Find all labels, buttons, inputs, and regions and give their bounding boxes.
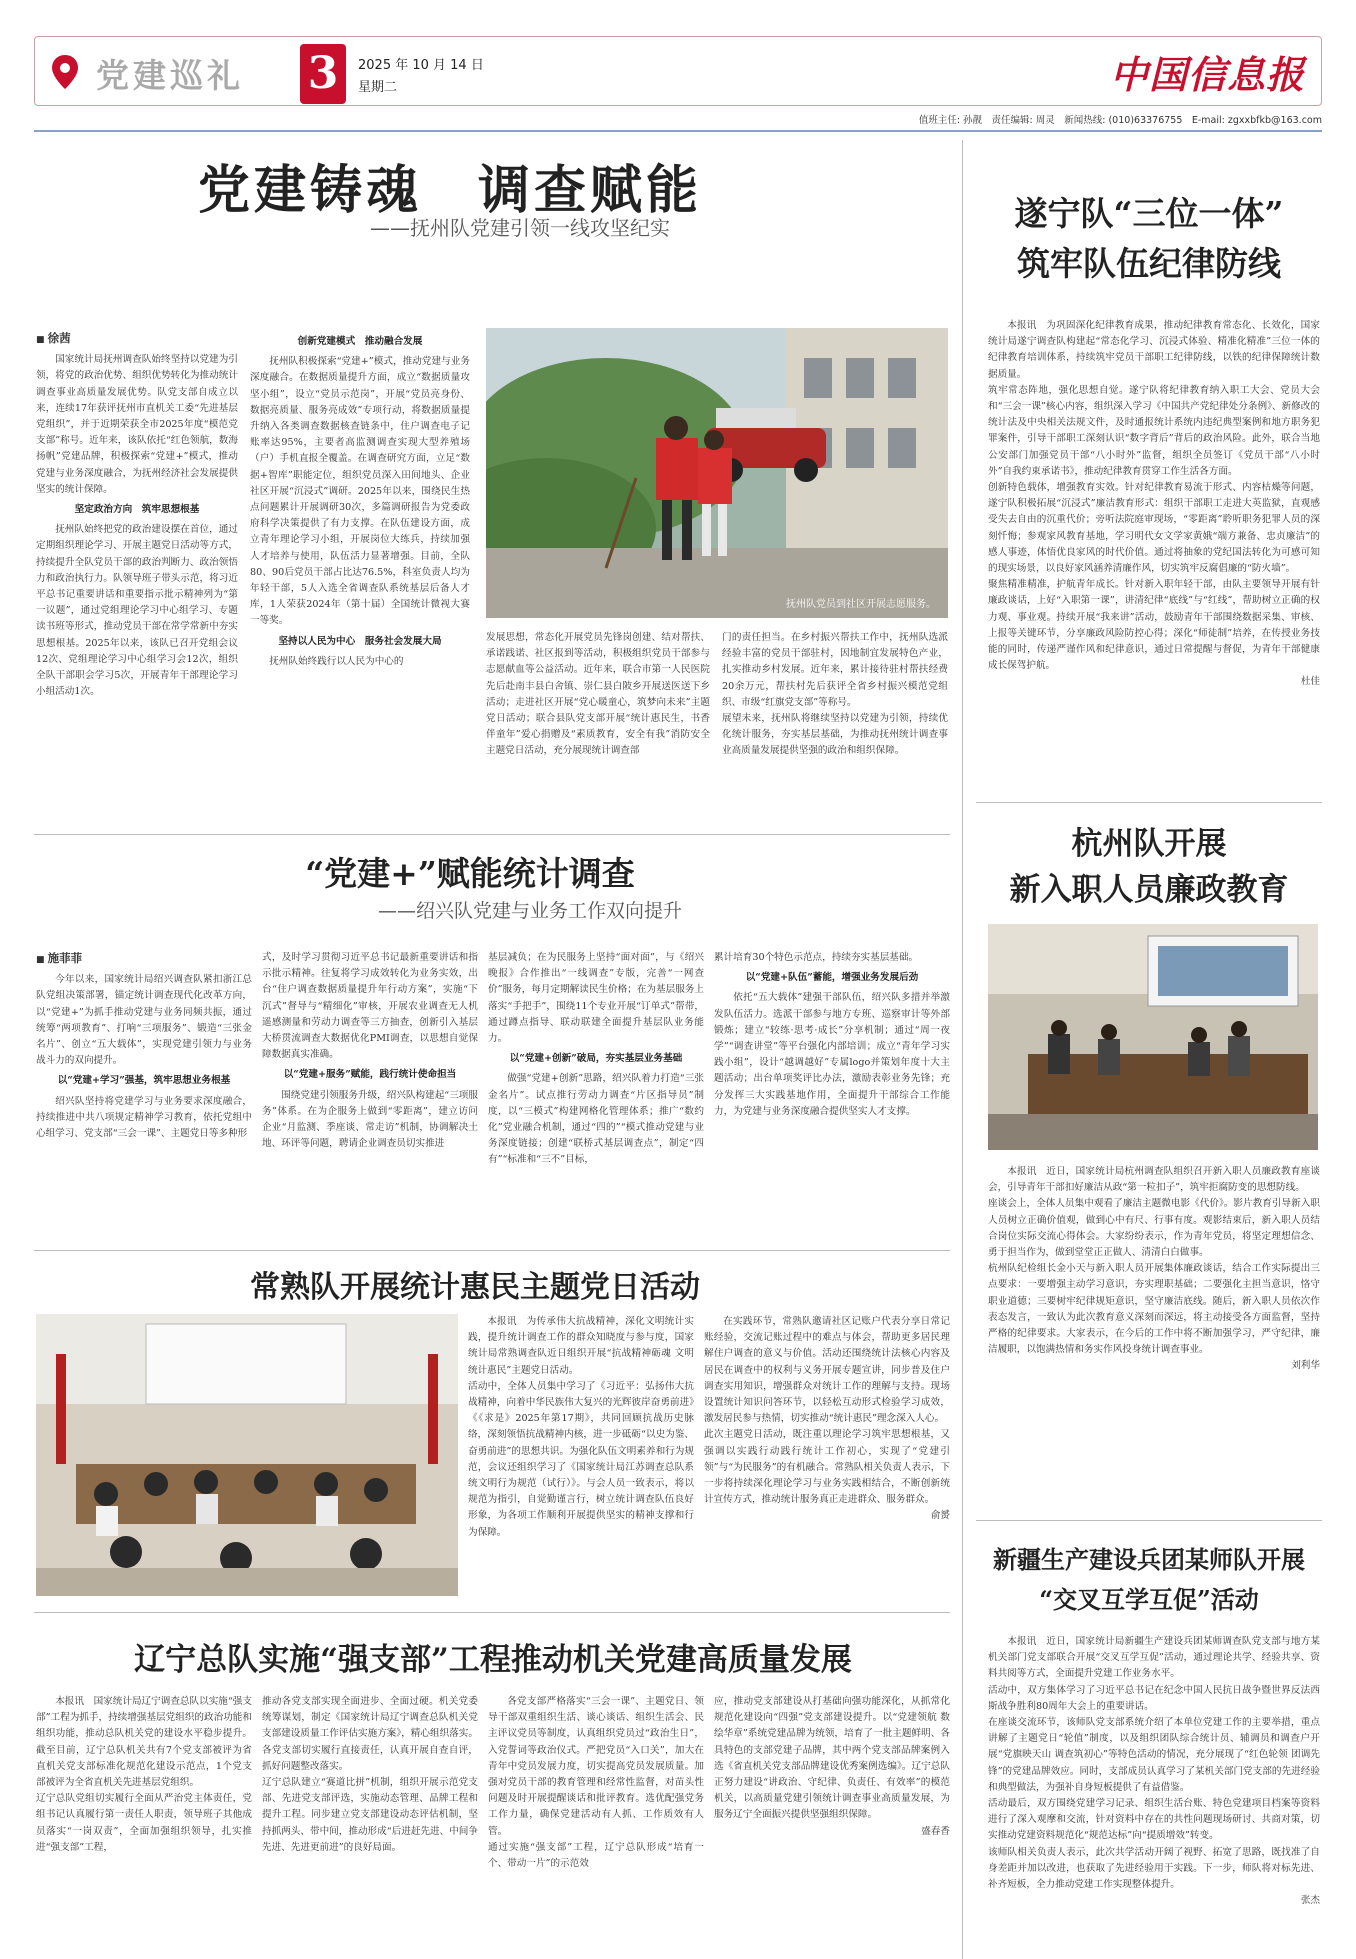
- fuzhou-lead: 国家统计局抚州调查队始终坚持以党建为引领，将党的政治优势、组织优势转化为推动统计调查事业高质量发展优势。队党支部自成立以来，连续17年获评抚州市直机关工委“先进基层党组织”，并于近期荣获全市2025年度“模范党支部”称号。近年来，该队依托“红色领航，数海扬帆”党建品牌，积极探索“党建+”模式，推动党建与业务深度融合，为抚州经济社会发展提供坚实的统计保障。: [36, 354, 238, 495]
- hangzhou-photo: [988, 924, 1318, 1150]
- liaoning-column-4: [714, 1694, 950, 1950]
- changshu-para-2: 在实践环节，常熟队邀请社区记账户代表分享日常记账经验，交流记账过程中的难点与体会，帮助更多居民理解住户调查的意义与价值。活动还围绕统计法核心内容及居民在调查中的权利与义务开展专题宣讲，同步普及住户调查实用知识，增强群众对统计工作的理解与支持。现场设置统计知识问答环节，以轻松互动形式检验学习成效，激发居民参与热情，切实推动“统计惠民”理念深入人心。 此次主题党日活动，既注重以理论学习筑牢思想根基，又强调以实践行动践行统计工作初心，实现了“党建引领”与“为民服务”的有机融合。常熟队相关负责人表示，下一步将持续深化理论学习与业务实践相结合，不断创新统计宣传方式，推动统计服务真正走进群众、服务群众。: [704, 1316, 950, 1506]
- changshu-title: 常熟队开展统计惠民主题党日活动: [250, 1270, 700, 1305]
- fuzhou-subhead-2: 创新党建模式 推动融合发展: [297, 336, 423, 347]
- hangzhou-title-1: 杭州队开展: [1071, 826, 1227, 862]
- issue-date: 2025 年 10 月 14 日: [358, 58, 484, 73]
- xinjiang-text: 本报讯 近日，国家统计局新疆生产建设兵团某师调查队党支部与地方某机关部门党支部联合开展“交叉互学互促”活动，通过理论共学、经验共享、资料共阅等方式，全面提升党建工作业务水平。 活动中，双方集体学习了习近平总书记在纪念中国人民抗日战争暨世界反法西斯战争胜利80周年大会上的重要讲话。 在座谈交流环节，该师队党支部系统介绍了本单位党建工作的主要举措，重点讲解了主题党日“轮值”制度，以及组织团队综合统计员、辅调员和调查户开展“党旗映天山 调查筑初心”等特色活动的情况，充分展现了“红色轮领 团调先锋”的党建品牌效应。同时，支部成员认真学习了某机关部门党支部的先进经验和典型做法，为强补自身短板提供了有益借鉴。 活动最后，双方围绕党建学习记录、组织生活台账、特色党建项目档案等资料进行了深入观摩和交流，针对资料中存在的共性问题现场研讨、共商对策，切实推动党建资料规范化“规范达标”向“提质增效”转变。 该师队相关负责人表示，此次共学活动开阔了视野、拓宽了思路，既找准了自身差距并加以改进，也获取了先进经验用于实践。下一步，师队将对标先进、补齐短板，全力推动党建工作实现整体提升。: [988, 1636, 1320, 1891]
- suining-signature: 杜佳: [1300, 676, 1320, 688]
- shaoxing-subhead-3: 以“党建+创新”破局，夯实基层业务基础: [509, 1053, 683, 1065]
- divider-hangzhou: [976, 1520, 1322, 1521]
- changshu-signature: 俞赟: [930, 1510, 950, 1522]
- liaoning-column-2: [262, 1694, 478, 1950]
- section-name: 党建巡礼: [96, 56, 244, 95]
- header-rule: [34, 130, 1322, 132]
- suining-title-2: 筑牢队伍纪律防线: [1017, 244, 1281, 283]
- hangzhou-text: 本报讯 近日，国家统计局杭州调查队组织召开新入职人员廉政教育座谈会，引导青年干部扣好廉洁从政“第一粒扣子”，筑牢拒腐防变的思想防线。 座谈会上，全体人员集中观看了廉洁主题微电影《代价》。影片教育引导新入职人员树立正确价值观，做到心中有尺、行事有度。观影结束后，新入职人员结合岗位实际交流心得体会。大家纷纷表示，作为青年党员，将坚定理想信念、勇于担当作为，做到堂堂正正做人、清清白白做事。 杭州队纪检组长金小天与新入职人员开展集体廉政谈话，结合工作实际提出三点要求：一要增强主动学习意识，夯实理职基础；二要强化主担当意识，恪守职业道德；三要树牢纪律规矩意识，坚守廉洁底线。随后，新入职人员依次作表态发言，一致认为此次教育意义深刻而深远，将主动接受各方面监督，坚持严格的纪律要求。大家表示，在今后的工作中将不断加强学习，严守纪律，廉洁履职，以饱满热情和务实作风投身统计调查事业。: [988, 1166, 1320, 1356]
- xinjiang-signature: 张杰: [1300, 1895, 1320, 1907]
- liaoning-para-2: 推动各党支部实现全面进步、全面过硬。机关党委统筹谋划，制定《国家统计局辽宁调查总队机关党支部建设质量工作评估实施方案》，精心组织落实。各党支部切实履行直接责任，认真开展自查自评，抓好问题整改落实。 辽宁总队建立“赛道比拼”机制，组织开展示范党支部、先进党支部评选，实施动态管理、品牌工程和提升工程。同步建立党支部建设动态评估机制，坚持抓两头、带中间，推动形成“后进赶先进、中间争先进、先进更前进”的良好局面。: [262, 1696, 478, 1853]
- shaoxing-subhead-1: 以“党建+学习”强基，筑牢思想业务根基: [57, 1075, 231, 1087]
- shaoxing-para-2: 式，及时学习贯彻习近平总书记最新重要讲话和指示批示精神。往复将学习成效转化为业务实效，出台“住户调查数据质量提升年行动方案”，实施“下沉式”督导与“精细化”审核，开展农业调查无人机遥感测量和劳动力调查等三方抽查，创新引入基层大桥贯流调查大数据优化PMI调查，以思想自觉保障数据真实准确。: [262, 952, 478, 1061]
- fuzhou-para-3: 抚州队始终践行以人民为中心的: [269, 655, 404, 667]
- changshu-photo: [36, 1314, 458, 1596]
- fuzhou-subhead-1: 坚定政治方向 筑牢思想根基: [74, 504, 200, 516]
- shaoxing-para-3: 围绕党建引领服务升级，绍兴队构建起“三项服务”体系。在为企服务上做到“零距离”，建立访问企业“月监测、季座谈、常走访”机制，协调解决土地、环评等问题，聘请企业调查员切实推进: [262, 1089, 478, 1150]
- liaoning-signature: 盛春香: [921, 1825, 950, 1837]
- location-pin-icon: [50, 54, 80, 90]
- liaoning-title: 辽宁总队实施“强支部”工程推动机关党建高质量发展: [134, 1642, 852, 1678]
- shaoxing-para-6: 累计培育30个特色示范点，持续夯实基层基础。: [714, 952, 919, 963]
- fuzhou-author: ■ 徐茜: [36, 330, 238, 348]
- fuzhou-para-1: 抚州队始终把党的政治建设摆在首位，通过定期组织理论学习、开展主题党日活动等方式，持续提升全队党员干部的政治判断力、政治领悟力和政治执行力。队领导班子带头示范，将习近平总书记重要讲话和重要指示批示精神列为“第一议题”，通过党组理论学习中心组学习、专题读书班等形式，推动党员干部在常学常新中夯实思想根基。2025年以来，该队已召开党组会议12次、党组理论学习中心组学习会12次，组织全队干部职会学习5次，开展青年干部理论学习小组活动1次。: [36, 524, 238, 698]
- liaoning-column-1: [36, 1694, 252, 1950]
- fuzhou-para-2: 抚州队积极探索“党建+”模式，推动党建与业务深度融合。在数据质量提升方面，成立“数据质量攻坚小组”，设立“党员示范岗”，开展“党员亮身份、数据亮质量、服务亮成效”专项行动，将数据质量提升纳入各类调查数据核查链条中，住户调查电子记账率达95%，主要者高监测调查实现大型养殖场（户）手机直报全覆盖。在调查研究方面，立足“数据+智库”职能定位，组织党员深入田间地头、企业社区开展“沉浸式”调研。2025年以来，围绕民生热点问题累计开展调研30次，多篇调研报告为党委政府科学决策提供了有力支撑。在队伍建设方面，成立青年理论学习小组，开展岗位大练兵，持续加强人才培养与使用，队伍活力显著增强。目前，全队80、90后党员干部占比达76.5%，科室负责人均为年轻干部，5人入选全省调查队系统基层后备人才库，1人荣获2024年（第十届）全国统计微视大赛一等奖。: [250, 356, 470, 627]
- page-number: 3: [307, 48, 339, 99]
- shaoxing-para-1: 绍兴队坚持将党建学习与业务要求深度融合，持续推进中共八项规定精神学习教育，依托党组中心组学习、党支部“三会一课”、主题党日等多种形: [36, 1095, 252, 1140]
- fuzhou-para-4: 发展思想，常态化开展党员先锋岗创建、结对帮扶、承诺践诺、社区报到等活动，积极组织党员干部参与志愿献血等公益活动。近年来，联合市第一人民医院先后赴南丰县白舍镇、崇仁县白陂乡开展送医送下乡活动；走进社区开展“党心暖童心，筑梦向未来”主题党日活动；联合县队党支部开展“统计惠民生，书香伴童年”爱心捐赠及“素质教育，安全有我”消防安全主题党日活动，充分展现统计调查部: [486, 632, 710, 757]
- right-column-divider: [962, 140, 963, 1959]
- fuzhou-photo: [486, 328, 948, 618]
- masthead-logo: 中国信息报: [1110, 52, 1306, 97]
- shaoxing-para-7: 依托“五大载体”建强干部队伍，绍兴队多措并举激发队伍活力。选派干部参与地方专班、巡察审计等外部锻炼；建立“较练·思考·成长”分享机制；通过“周一夜学”“调查讲堂”等平台强化内部培训；成立“青年学习实践小组”，设计“越调越好”专属logo并策划年度十大主题活动；出台单项奖评比办法，激励表彰业务先锋；充分发挥三大实践基地作用，全面提升干部综合工作能力，为党建与业务深度融合提供坚实人才支撑。: [714, 992, 950, 1117]
- shaoxing-column-1: [36, 950, 252, 1240]
- hangzhou-signature: 刘利华: [1291, 1360, 1320, 1372]
- fuzhou-column-4: [722, 630, 948, 820]
- liaoning-column-3: [488, 1694, 704, 1950]
- editor-info: 值班主任: 孙靓 责任编辑: 周灵 新闻热线: (010)63376755 E-mail: zgxxbfkb@163.com: [918, 115, 1322, 126]
- shaoxing-column-3: [488, 950, 704, 1240]
- issue-weekday: 星期二: [358, 80, 398, 95]
- hangzhou-title-2: 新入职人员廉政教育: [1009, 872, 1289, 908]
- shaoxing-para-5: 做强“党建+创新”思路，绍兴队着力打造“三张金名片”。试点推行劳动力调查“片区指导员”制度，以“三模式”构建网格化管理体系；推广“数约化”党业融合机制，通过“四的”“模式推动党建与业务深度链接；创建“联桥式基层调查点”，制定“四有”“标准和“三不”目标，: [488, 1073, 704, 1166]
- fuzhou-subtitle: ——抚州队党建引领一线攻坚纪实: [370, 216, 670, 240]
- divider-suining: [976, 802, 1322, 803]
- changshu-column-1: [468, 1314, 694, 1600]
- page-number-badge: [300, 44, 346, 104]
- liaoning-para-1: 本报讯 国家统计局辽宁调查总队以实施“强支部”工程为抓手，持续增强基层党组织的政治功能和组织功能，推动总队机关党的建设水平稳步提升。截至目前，辽宁总队机关共有7个党支部被评为省直机关党支部标准化规范化建设示范点，1个党支部被评为全省直机关先进基层党组织。 辽宁总队党组切实履行全面从严治党主体责任，党组书记认真履行第一责任人职责，领导班子其他成员落实“一岗双责”，全面加强组织领导，扎实推进“强支部”工程，: [36, 1696, 252, 1853]
- shaoxing-subhead-2: 以“党建+服务”赋能，践行统计使命担当: [283, 1069, 457, 1081]
- suining-text: 本报讯 为巩固深化纪律教育成果，推动纪律教育常态化、长效化，国家统计局遂宁调查队构建起“常态化学习、沉浸式体验、精准化精准”三位一体的纪律教育培训体系，持续筑牢党员干部职工纪律防线，以铁的纪律保障统计数据质量。 筑牢常态阵地，强化思想自觉。遂宁队将纪律教育纳入职工大会、党员大会和“三会一课”核心内容，组织深入学习《中国共产党纪律处分条例》、新修改的统计法及中央相关法规文件，及时通报统计系统内违纪典型案例和地方职务犯罪案件，引导干部职工深刻认识“数字背后”背后的政治风险。此外，联合当地公安部门加强党员干部“八小时外”监督，组织全员签订《党员干部“八小时外”自我约束承诺书》，推动纪律教育贯穿工作生活各方面。 创新特色载体，增强教育实效。针对纪律教育易流于形式、内容枯燥等问题，遂宁队积极拓展“沉浸式”廉洁教育形式：组织干部职工走进大英监狱，直观感受失去自由的沉重代价；旁听法院庭审现场，“零距离”聆听职务犯罪人员的深刻忏悔；参观家风教育基地，学习明代女文学家黄娥“端方兼备、忠贞廉洁”的感人事迹，体悟优良家风的时代价值。通过将抽象的党纪国法转化为可感可知的现实场景，以良好家风涵养清廉作风，切实筑牢反腐倡廉的“防火墙”。 聚焦精准精准，护航青年成长。针对新入职年轻干部，由队主要领导开展有针廉政谈话，上好“入职第一课”，讲清纪律“底线”与“红线”，帮助树立正确的权力观、事业观。持续开展“我来讲”活动，鼓励青年干部围绕数据采集、审核、上报等关键环节，分享廉政风险防控心得；深化“师徒制”培养，在传授业务技能的同时，传递严谨作风和纪律意识，通过日常提醒与督促，为青年干部健康成长保驾护航。: [988, 320, 1320, 672]
- hangzhou-body: [988, 1164, 1320, 1510]
- shaoxing-column-2: [262, 950, 478, 1240]
- xinjiang-title-2: “交叉互学互促”活动: [1039, 1585, 1259, 1614]
- fuzhou-title: 党建铸魂 调查赋能: [197, 160, 702, 221]
- fuzhou-column-3: [486, 630, 710, 820]
- divider-changshu: [34, 1612, 950, 1613]
- fuzhou-para-5: 门的责任担当。在乡村振兴帮扶工作中，抚州队选派经验丰富的党员干部驻村，因地制宜发展特色产业，扎实推动乡村发展。近年来，累计接待驻村帮扶经费20余万元，帮扶村先后获评全省乡村振兴模范党组织、市级“红旗党支部”等称号。 展望未来，抚州队将继续坚持以党建为引领，持续优化统计服务，夯实基层基础，为推动抚州统计调查事业高质量发展提供坚强的政治和组织保障。: [722, 632, 948, 757]
- changshu-column-2: [704, 1314, 950, 1600]
- suining-body: [988, 318, 1320, 788]
- suining-title-1: 遂宁队“三位一体”: [1014, 194, 1284, 233]
- shaoxing-subhead-4: 以“党建+队伍”蓄能，增强业务发展后劲: [745, 972, 919, 984]
- fuzhou-column-1: [36, 330, 238, 782]
- shaoxing-column-4: [714, 950, 950, 1240]
- shaoxing-author: ■ 施菲菲: [36, 950, 252, 968]
- shaoxing-lead: 今年以来，国家统计局绍兴调查队紧扣浙江总队党组决策部署，锚定统计调查现代化改革方向，以“党建+”为抓手推动党建与业务同频共振，通过统筹“两项教育”、打响“三项服务”、锻造“三张金名片”、创立“五大载体”，实现党建引领力与业务战斗力的双向提升。: [36, 974, 252, 1067]
- xinjiang-title-1: 新疆生产建设兵团某师队开展: [993, 1545, 1305, 1574]
- divider-fuzhou: [34, 834, 950, 835]
- liaoning-para-4: 应，推动党支部建设从打基础向强功能深化，从抓常化规范化建设向“四强”党支部建设提升。以“党建领航 数绘华章”系统党建品牌为统领，培育了一批主题鲜明、各具特色的支部党建子品牌，其中两个党支部品牌案例入选《省直机关党支部品牌建设优秀案例选编》。辽宁总队正努力建设“讲政治、守纪律、负责任、有效率”的模范机关，以高质量党建引领统计调查事业高质量发展，为服务辽宁全面振兴提供坚强组织保障。: [714, 1696, 950, 1821]
- fuzhou-column-2: [250, 330, 470, 820]
- changshu-para-1: 本报讯 为传承伟大抗战精神，深化文明统计实践，提升统计调查工作的群众知晓度与参与度，国家统计局常熟调查队近日组织开展“抗战精神砺魂 文明统计惠民”主题党日活动。 活动中，全体人员集中学习了《习近平：弘扬伟大抗战精神，向着中华民族伟大复兴的光辉彼岸奋勇前进》《《求是》2025年第17期》，共同回顾抗战历史脉络，深刻领悟抗战精神内核，进一步砥砺“以史为鉴、奋勇前进”的思想共识。为强化队伍文明素养和行为规范，会议还组织学习了《国家统计局江苏调查总队系统文明行为规范（试行）》。与会人员一致表示，将以规范为指引，自觉勤谨言行，树立统计调查队伍良好形象，为各项工作顺利开展提供坚实的精神支撑和行为保障。: [468, 1316, 694, 1538]
- fuzhou-photo-caption: 抚州队党员到社区开展志愿服务。: [786, 599, 936, 610]
- divider-shaoxing: [34, 1250, 950, 1251]
- shaoxing-subtitle: ——绍兴队党建与业务工作双向提升: [377, 900, 682, 922]
- fuzhou-subhead-3: 坚持以人民为中心 服务社会发展大局: [278, 635, 442, 647]
- liaoning-para-3: 各党支部严格落实“三会一课”、主题党日、领导干部双重组织生活、谈心谈话、组织生活会、民主评议党员等制度，认真组织党员过“政治生日”，入党誓词等政治仪式。严把党员“入口关”，加大在青年中党员发展力度，切实提高党员发展质量。加强对党员干部的教育管理和经常性监督，对苗头性问题及时开展提醒谈话和批评教育。选优配强党务工作力量，确保党建活动有人抓、工作质效有人管。 通过实施“强支部”工程，辽宁总队形成“培育一个、带动一片”的示范效: [488, 1696, 704, 1870]
- shaoxing-title: “党建+”赋能统计调查: [305, 854, 635, 893]
- shaoxing-para-4: 基层减负；在为民服务上坚持“面对面”，与《绍兴晚报》合作推出“一线调查”专版，完善“一网查价”服务，每月定期解读民生价格；在为基层服务上落实“手把手”，围绕11个专业开展“订单式”帮带，通过蹲点指导、联动联建全面提升基层队业务能力。: [488, 952, 704, 1045]
- xinjiang-body: [988, 1634, 1320, 1950]
